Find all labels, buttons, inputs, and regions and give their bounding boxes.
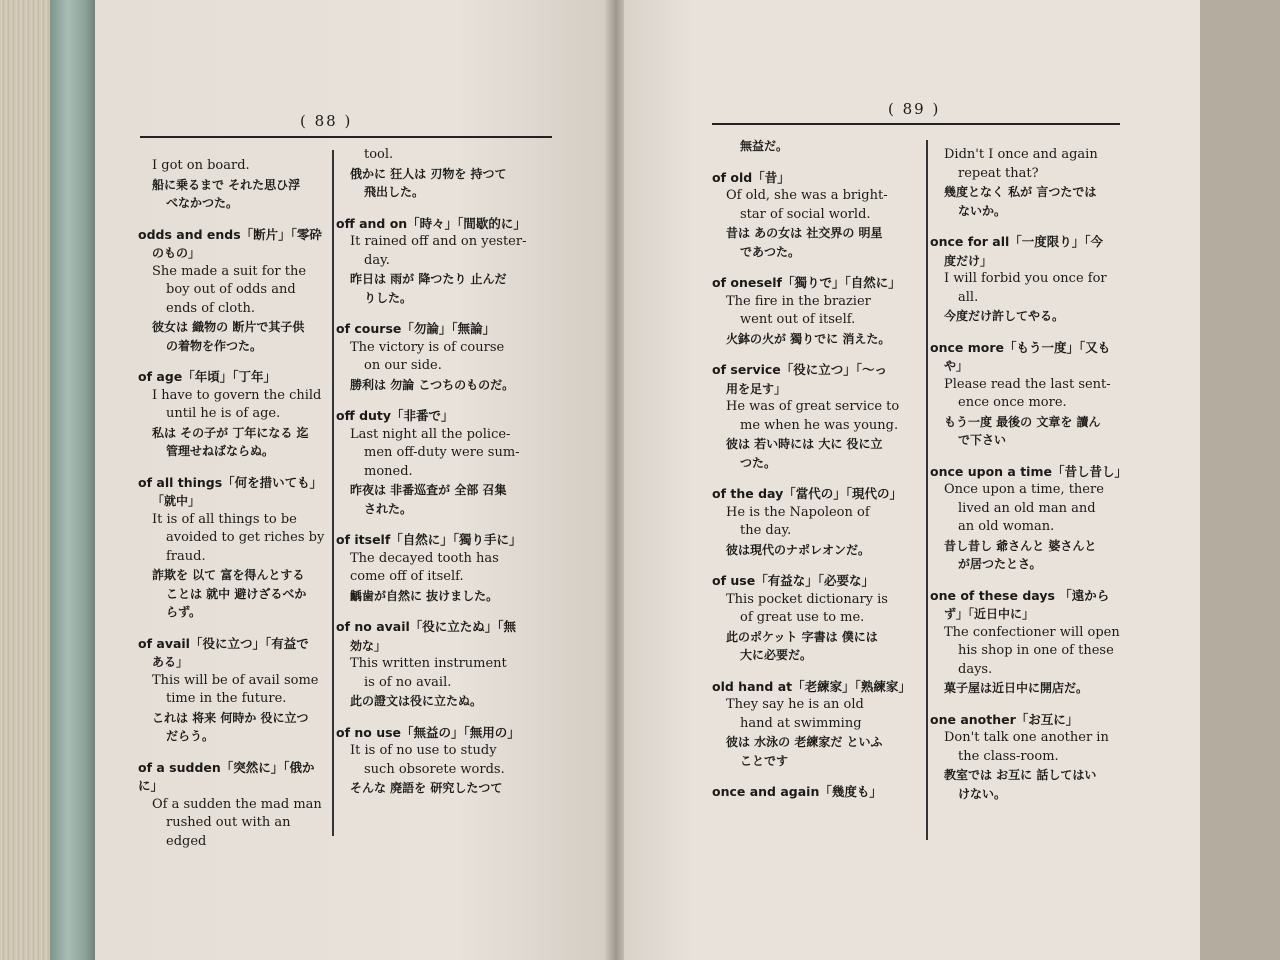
dictionary-entry: [336, 215, 552, 308]
entry-japanese: 「就中」: [152, 494, 201, 508]
entry-japanese: 此の證文は役に立たぬ。: [350, 694, 483, 708]
entry-example: the day.: [740, 523, 792, 538]
entry-headword: once more「もう一度」「又も: [930, 339, 1111, 355]
entry-japanese: 飛出した。: [364, 185, 425, 199]
entry-example: tool.: [364, 147, 394, 162]
entry-japanese: 彼は 若い時には 大に 役に立: [726, 437, 883, 451]
entry-example: fraud.: [166, 548, 206, 564]
entry-japanese: ず」「近日中に」: [944, 607, 1035, 621]
entry-example: lived an old man and: [958, 500, 1096, 516]
entry-headword: once and again「幾度も」: [712, 784, 882, 799]
right-column-1: [712, 137, 922, 815]
entry-japanese: ある」: [152, 655, 189, 669]
entry-example: Once upon a time, there: [944, 482, 1104, 497]
entry-japanese: ないか。: [958, 203, 1007, 218]
dictionary-entry: [336, 407, 552, 518]
entry-example: He is the Napoleon of: [726, 504, 870, 520]
dictionary-entry: [930, 711, 1126, 804]
entry-headword: of a sudden「突然に」「俄かに」: [138, 759, 315, 793]
dictionary-entry: [712, 572, 922, 665]
entry-example: Of old, she was a bright-: [726, 188, 888, 203]
entry-example: is of no avail.: [364, 674, 452, 690]
entry-japanese: 船に乗るまで それた思ひ浮: [152, 177, 301, 192]
entry-japanese: 菓子屋は近日中に開店だ。: [944, 681, 1089, 695]
entry-japanese: 昔は あの女は 社交界の 明星: [726, 226, 883, 240]
glass-plate: [50, 0, 95, 960]
entry-example: ence once more.: [958, 395, 1067, 410]
entry-japanese: 管理せねばならぬ。: [166, 444, 275, 458]
entry-example: the class-room.: [958, 748, 1059, 764]
entry-japanese: らず。: [166, 605, 202, 619]
entry-japanese: 彼女は 織物の 断片で其子供: [152, 320, 305, 334]
entry-example: me when he was young.: [740, 417, 899, 433]
entry-headword: of course「勿論」「無論」: [336, 321, 496, 336]
entry-japanese: ことは 就中 避けざるべか: [166, 586, 307, 601]
right-page-number: ( 89 ): [888, 100, 941, 118]
entry-example: I got on board.: [152, 158, 250, 173]
entry-japanese: のもの」: [152, 246, 201, 260]
entry-example: ends of cloth.: [166, 300, 255, 316]
entry-example: Didn't I once and again: [944, 147, 1098, 162]
entry-japanese: 勝利は 勿論 こつちのものだ。: [350, 377, 515, 392]
entry-example: until he is of age.: [166, 406, 281, 421]
entry-example: hand at swimming: [740, 715, 862, 731]
entry-headword: once for all「一度限り」「今: [930, 234, 1104, 249]
entry-japanese: 齲歯が自然に 抜けました。: [350, 588, 499, 603]
entry-headword: of oneself「獨りで」「自然に」: [712, 275, 901, 290]
entry-headword: of avail「役に立つ」「有益で: [138, 635, 309, 651]
dictionary-entry: [336, 146, 552, 202]
dictionary-entry: [930, 146, 1126, 220]
dictionary-entry: [930, 463, 1126, 574]
entry-headword: one of these days 「遠から: [930, 587, 1110, 603]
dictionary-entry: [712, 678, 922, 771]
entry-headword: of the day「當代の」「現代の」: [712, 486, 902, 501]
dictionary-entry: [712, 361, 922, 472]
entry-japanese: 無益だ。: [740, 139, 789, 153]
entry-japanese: や」: [944, 359, 969, 373]
entry-japanese: であつた。: [740, 244, 801, 259]
entry-japanese: 私は その子が 丁年になる 迄: [152, 425, 309, 440]
right-column-divider: [926, 140, 928, 840]
entry-example: all.: [958, 289, 979, 305]
entry-headword: of use「有益な」「必要な」: [712, 573, 874, 588]
dictionary-entry: [712, 783, 922, 802]
page-edge-stack: [0, 0, 50, 960]
dictionary-entry: [930, 339, 1126, 450]
dictionary-entry: [712, 485, 922, 559]
entry-japanese: の着物を作つた。: [166, 338, 263, 353]
dictionary-entry: [336, 618, 552, 711]
entry-example: Last night all the police-: [350, 426, 511, 442]
left-page-number: ( 88 ): [300, 112, 353, 130]
entry-japanese: 幾度となく 私が 言つたでは: [944, 185, 1097, 199]
dictionary-entry: [712, 274, 922, 348]
entry-example: I have to govern the child: [152, 387, 322, 403]
entry-japanese: そんな 廃語を 研究したつて: [350, 781, 503, 795]
entry-example: days.: [958, 661, 993, 677]
entry-example: The fire in the brazier: [726, 293, 871, 309]
dictionary-entry: [336, 531, 552, 605]
entry-japanese: 昨日は 雨が 降つたり 止んだ: [350, 272, 507, 286]
entry-japanese: で下さい: [958, 433, 1007, 447]
entry-japanese: 彼は 水泳の 老練家だ といふ: [726, 735, 883, 749]
entry-example: This written instrument: [350, 656, 507, 671]
entry-japanese: けない。: [958, 786, 1007, 801]
background-edge: [1200, 0, 1280, 960]
entry-example: day.: [364, 252, 390, 268]
right-header-rule: [712, 123, 1120, 125]
entry-japanese: 昔し昔し 爺さんと 婆さんと: [944, 538, 1097, 553]
dictionary-entry: [336, 320, 552, 394]
entry-example: It is of all things to be: [152, 511, 297, 527]
entry-example: men off-duty were sum-: [364, 445, 520, 460]
left-header-rule: [140, 136, 552, 138]
entry-example: went out of itself.: [740, 312, 856, 327]
entry-example: rushed out with an edged: [166, 815, 291, 849]
entry-japanese: 用を足す」: [726, 381, 787, 396]
entry-example: This pocket dictionary is: [726, 591, 888, 607]
entry-example: Please read the last sent-: [944, 376, 1111, 392]
entry-japanese: べなかつた。: [166, 196, 239, 210]
dictionary-entry: [138, 759, 330, 852]
entry-example: He was of great service to: [726, 399, 900, 414]
entry-example: repeat that?: [958, 165, 1039, 181]
dictionary-entry: [712, 169, 922, 262]
entry-example: an old woman.: [958, 519, 1055, 534]
left-column-divider: [332, 150, 334, 836]
entry-example: It is of no use to study: [350, 743, 497, 758]
entry-japanese: 此のポケット 字書は 僕には: [726, 629, 878, 644]
entry-japanese: 今度だけ許してやる。: [944, 309, 1065, 323]
entry-japanese: 火鉢の火が 獨りでに 消えた。: [726, 331, 891, 346]
left-column-1: [138, 157, 330, 864]
entry-example: star of social world.: [740, 206, 871, 222]
entry-japanese: が居つたとさ。: [958, 557, 1042, 571]
entry-japanese: 彼は現代のナポレオンだ。: [726, 542, 871, 557]
dictionary-entry: [138, 368, 330, 461]
right-column-2: [930, 146, 1126, 816]
entry-example: The confectioner will open: [944, 624, 1120, 640]
entry-japanese: 効な」: [350, 638, 387, 653]
entry-headword: odds and ends「断片」「零砕: [138, 226, 322, 242]
entry-example: come off of itself.: [350, 569, 464, 584]
dictionary-entry: [712, 137, 922, 156]
entry-japanese: 詐欺を 以て 富を得んとする: [152, 568, 305, 582]
entry-japanese: 大に必要だ。: [740, 648, 813, 662]
entry-example: They say he is an old: [726, 697, 864, 712]
entry-example: time in the future.: [166, 691, 287, 706]
entry-headword: of itself「自然に」「獨り手に」: [336, 532, 522, 547]
entry-example: of great use to me.: [740, 610, 865, 625]
dictionary-entry: [138, 635, 330, 746]
entry-japanese: 昨夜は 非番巡査が 全部 召集: [350, 483, 507, 497]
entry-example: The victory is of course: [350, 339, 505, 355]
entry-japanese: これは 将来 何時か 役に立つ: [152, 710, 309, 725]
entry-headword: off duty「非番で」: [336, 408, 454, 423]
dictionary-entry: [138, 157, 330, 213]
entry-example: moned.: [364, 463, 413, 479]
dictionary-entry: [138, 474, 330, 622]
entry-example: such obsorete words.: [364, 761, 505, 777]
dictionary-entry: [930, 587, 1126, 698]
entry-example: his shop in one of these: [958, 643, 1114, 658]
entry-japanese: りした。: [364, 290, 413, 305]
dictionary-entry: [336, 724, 552, 798]
entry-example: I will forbid you once for: [944, 271, 1107, 286]
entry-example: boy out of odds and: [166, 282, 296, 297]
entry-example: The decayed tooth has: [350, 550, 499, 566]
entry-japanese: 俄かに 狂人は 刃物を 持つて: [350, 166, 507, 181]
entry-japanese: された。: [364, 501, 413, 516]
entry-example: It rained off and on yester-: [350, 234, 527, 249]
entry-japanese: もう一度 最後の 文章を 讀ん: [944, 414, 1101, 429]
entry-headword: of no use「無益の」「無用の」: [336, 724, 520, 740]
entry-example: avoided to get riches by: [166, 530, 325, 545]
entry-example: She made a suit for the: [152, 263, 307, 279]
entry-headword: old hand at「老練家」「熟練家」: [712, 678, 911, 694]
entry-example: on our side.: [364, 358, 442, 373]
entry-japanese: 度だけ」: [944, 253, 993, 268]
entry-headword: once upon a time「昔し昔し」: [930, 463, 1127, 479]
entry-headword: of no avail「役に立たぬ」「無: [336, 619, 517, 634]
entry-headword: of service「役に立つ」「～っ: [712, 362, 888, 377]
entry-headword: of all things「何を措いても」: [138, 474, 323, 490]
left-column-2: [336, 146, 552, 811]
entry-headword: one another「お互に」: [930, 711, 1079, 727]
entry-headword: of age「年頃」「丁年」: [138, 369, 276, 384]
dictionary-entry: [138, 226, 330, 356]
entry-example: Don't talk one another in: [944, 730, 1109, 745]
entry-headword: off and on「時々」「間歇的に」: [336, 215, 526, 231]
entry-japanese: ことです: [740, 753, 789, 768]
entry-example: This will be of avail some: [152, 672, 319, 688]
dictionary-entry: [930, 233, 1126, 326]
entry-example: Of a sudden the mad man: [152, 796, 322, 812]
entry-japanese: 教室では お互に 話してはい: [944, 768, 1097, 782]
entry-japanese: だらう。: [166, 729, 215, 743]
entry-headword: of old「昔」: [712, 169, 790, 185]
entry-japanese: つた。: [740, 455, 777, 470]
